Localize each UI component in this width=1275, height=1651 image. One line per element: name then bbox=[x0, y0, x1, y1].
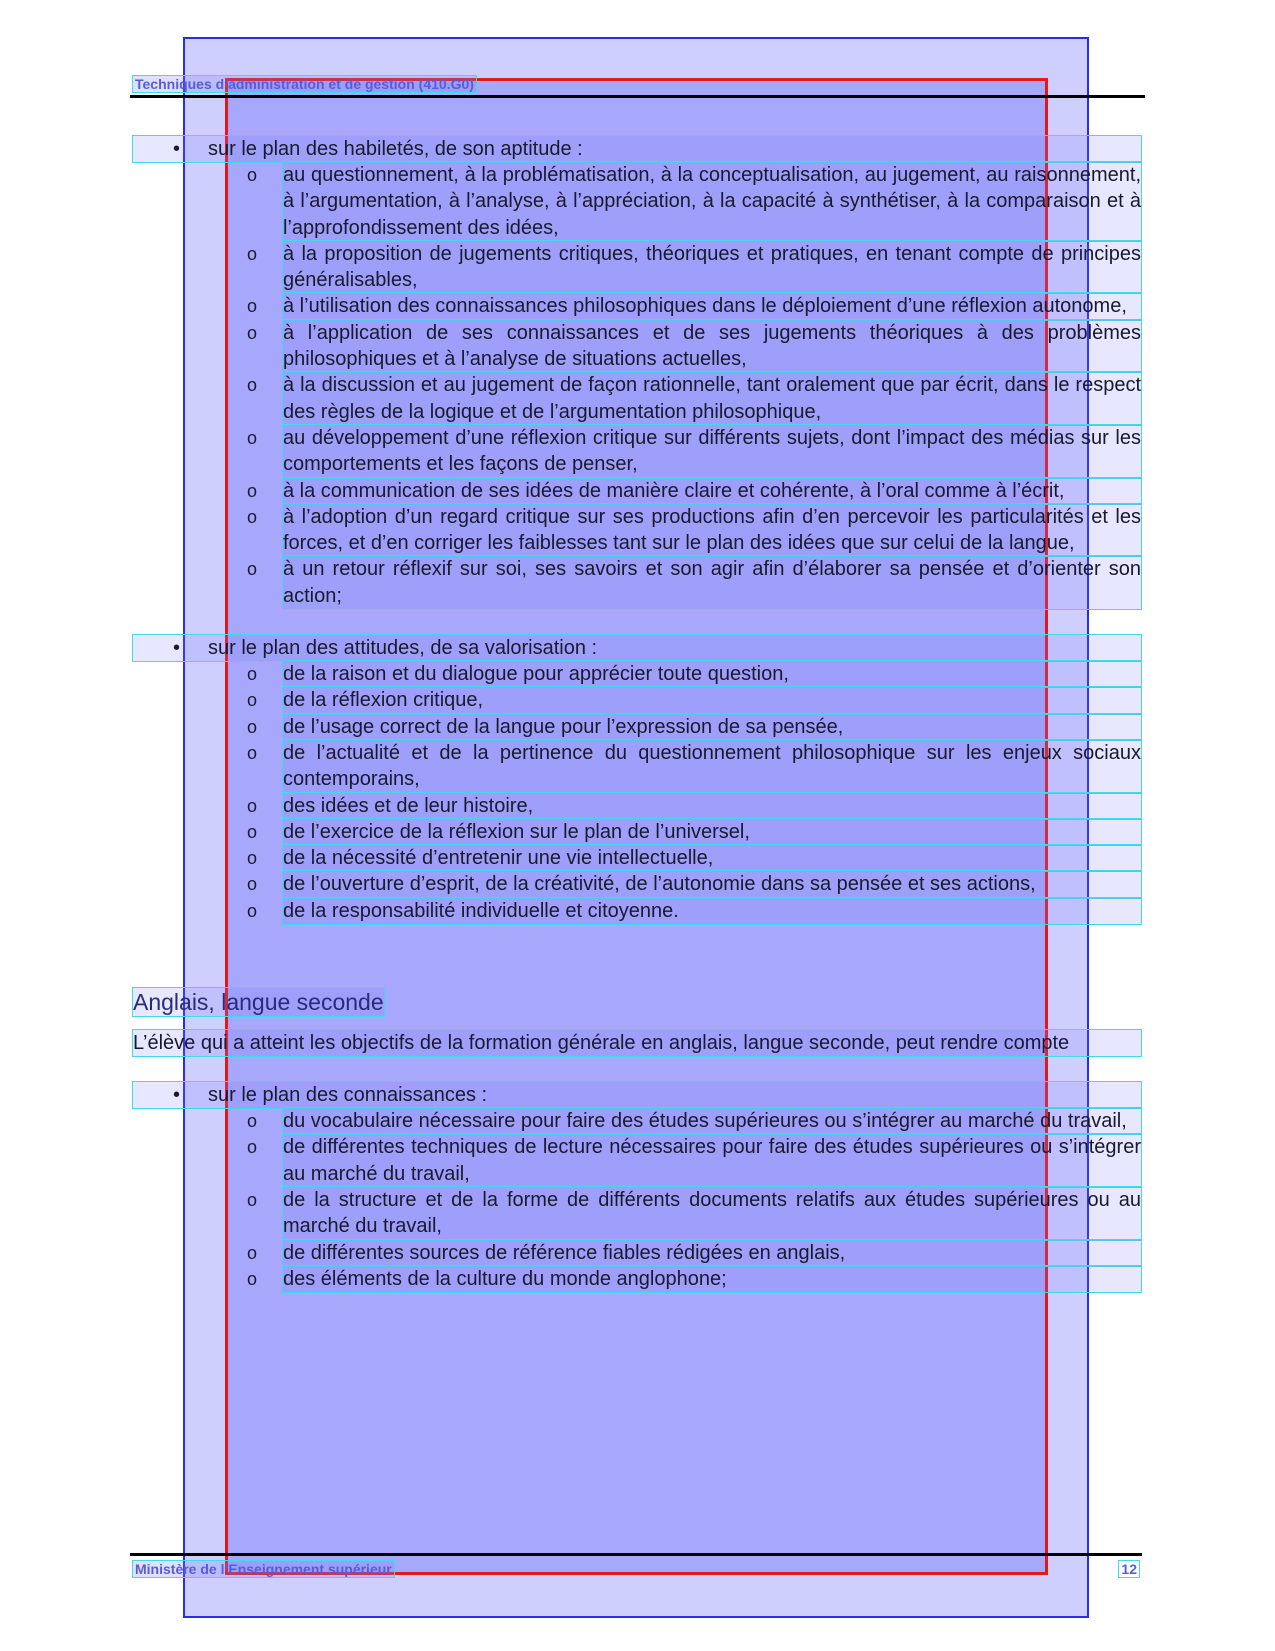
circle-bullet-icon: o bbox=[247, 1189, 258, 1210]
bullet-icon: • bbox=[173, 1084, 181, 1107]
anglais-intro: L’élève qui a atteint les objectifs de la formation générale en anglais, langue seconde, peut rendre compte bbox=[133, 1030, 1141, 1056]
section-title-anglais: Anglais, langue seconde bbox=[133, 989, 384, 1016]
bullet-icon: • bbox=[173, 138, 181, 160]
circle-bullet-icon: o bbox=[247, 480, 258, 501]
list-item: o de différentes techniques de lecture nécessaires pour faire des études supérieures ou s’intégrer au marché du travail, bbox=[283, 1134, 1141, 1187]
attitudes-heading bbox=[133, 635, 1141, 661]
list-item: o de l’usage correct de la langue pour l’expression de sa pensée, bbox=[283, 714, 1141, 740]
circle-bullet-icon: o bbox=[247, 506, 258, 527]
running-footer: Ministère de l’Enseignement supérieur bbox=[135, 1561, 392, 1577]
circle-bullet-icon: o bbox=[247, 296, 258, 317]
list-item: o des éléments de la culture du monde anglophone; bbox=[283, 1266, 1141, 1292]
list-item: o de la structure et de la forme de différents documents relatifs aux études supérieures ou au marché du travail, bbox=[283, 1187, 1141, 1240]
list-item: o de la nécessité d’entretenir une vie intellectuelle, bbox=[283, 845, 1141, 871]
philo-attitudes-block bbox=[133, 635, 1141, 924]
circle-bullet-icon: o bbox=[247, 848, 258, 869]
circle-bullet-icon: o bbox=[247, 559, 258, 580]
philo-habiletes-block bbox=[133, 136, 1141, 609]
list-item: o à l’application de ses connaissances et de ses jugements théoriques à des problèmes philosophiques et à l’analyse de situations actuelles, bbox=[283, 320, 1141, 373]
list-item: o de l’ouverture d’esprit, de la créativité, de l’autonomie dans sa pensée et ses actions, bbox=[283, 871, 1141, 897]
list-item: o de la raison et du dialogue pour apprécier toute question, bbox=[283, 661, 1141, 687]
list-item: o à la communication de ses idées de manière claire et cohérente, à l’oral comme à l’écrit, bbox=[283, 478, 1141, 504]
circle-bullet-icon: o bbox=[247, 664, 258, 685]
attitudes-list bbox=[133, 661, 1141, 924]
list-item: o à la proposition de jugements critiques, théoriques et pratiques, en tenant compte de principes généralisables, bbox=[283, 241, 1141, 294]
circle-bullet-icon: o bbox=[247, 716, 258, 737]
circle-bullet-icon: o bbox=[247, 375, 258, 396]
list-item: o à un retour réflexif sur soi, ses savoirs et son agir afin d’élaborer sa pensée et d’orienter son action; bbox=[283, 556, 1141, 609]
heading-text: sur le plan des habiletés, de son aptitude : bbox=[208, 138, 583, 160]
circle-bullet-icon: o bbox=[247, 874, 258, 895]
list-item: o à l’adoption d’un regard critique sur ses productions afin d’en percevoir les particularités et les forces, et d’en corriger les faiblesses tant sur le plan des idées que sur celui de la langue, bbox=[283, 504, 1141, 557]
page-number: 12 bbox=[1121, 1561, 1137, 1577]
connaissances-heading bbox=[133, 1082, 1141, 1108]
circle-bullet-icon: o bbox=[247, 795, 258, 816]
list-item: o de la réflexion critique, bbox=[283, 687, 1141, 713]
page-body bbox=[133, 136, 1141, 1318]
circle-bullet-icon: o bbox=[247, 900, 258, 921]
bullet-icon: • bbox=[173, 637, 181, 660]
habiletes-list bbox=[133, 162, 1141, 609]
list-item: o de la responsabilité individuelle et citoyenne. bbox=[283, 898, 1141, 924]
connaissances-list bbox=[133, 1108, 1141, 1292]
habiletes-heading bbox=[133, 136, 1141, 162]
circle-bullet-icon: o bbox=[247, 1111, 258, 1132]
circle-bullet-icon: o bbox=[247, 1242, 258, 1263]
running-header: Techniques d’administration et de gestion (410.G0) bbox=[135, 76, 474, 92]
list-item: o au questionnement, à la problématisation, à la conceptualisation, au jugement, au raisonnement, à l’argumentation, à l’analyse, à l’appréciation, à la capacité à synthétiser, à la comparaison et à l’approfondissement des idées, bbox=[283, 162, 1141, 241]
list-item: o de différentes sources de référence fiables rédigées en anglais, bbox=[283, 1240, 1141, 1266]
list-item: o du vocabulaire nécessaire pour faire des études supérieures ou s’intégrer au marché du travail, bbox=[283, 1108, 1141, 1134]
circle-bullet-icon: o bbox=[247, 165, 258, 185]
circle-bullet-icon: o bbox=[247, 427, 258, 448]
circle-bullet-icon: o bbox=[247, 243, 258, 264]
circle-bullet-icon: o bbox=[247, 322, 258, 343]
circle-bullet-icon: o bbox=[247, 821, 258, 842]
circle-bullet-icon: o bbox=[247, 1268, 258, 1289]
circle-bullet-icon: o bbox=[247, 1137, 258, 1158]
circle-bullet-icon: o bbox=[247, 742, 258, 763]
list-item: o de l’exercice de la réflexion sur le plan de l’universel, bbox=[283, 819, 1141, 845]
list-item: o des idées et de leur histoire, bbox=[283, 793, 1141, 819]
list-item: o à la discussion et au jugement de façon rationnelle, tant oralement que par écrit, dans le respect des règles de la logique et de l’argumentation philosophique, bbox=[283, 372, 1141, 425]
anglais-connaissances-block bbox=[133, 1082, 1141, 1292]
list-item: o de l’actualité et de la pertinence du questionnement philosophique sur les enjeux sociaux contemporains, bbox=[283, 740, 1141, 793]
heading-text: sur le plan des attitudes, de sa valorisation : bbox=[208, 637, 598, 660]
list-item: o au développement d’une réflexion critique sur différents sujets, dont l’impact des médias sur les comportements et les façons de penser, bbox=[283, 425, 1141, 478]
footer-rule bbox=[130, 1553, 1142, 1556]
heading-text: sur le plan des connaissances : bbox=[208, 1084, 488, 1107]
header-rule bbox=[130, 95, 1145, 98]
list-item: o à l’utilisation des connaissances philosophiques dans le déploiement d’une réflexion autonome, bbox=[283, 293, 1141, 319]
circle-bullet-icon: o bbox=[247, 690, 258, 711]
